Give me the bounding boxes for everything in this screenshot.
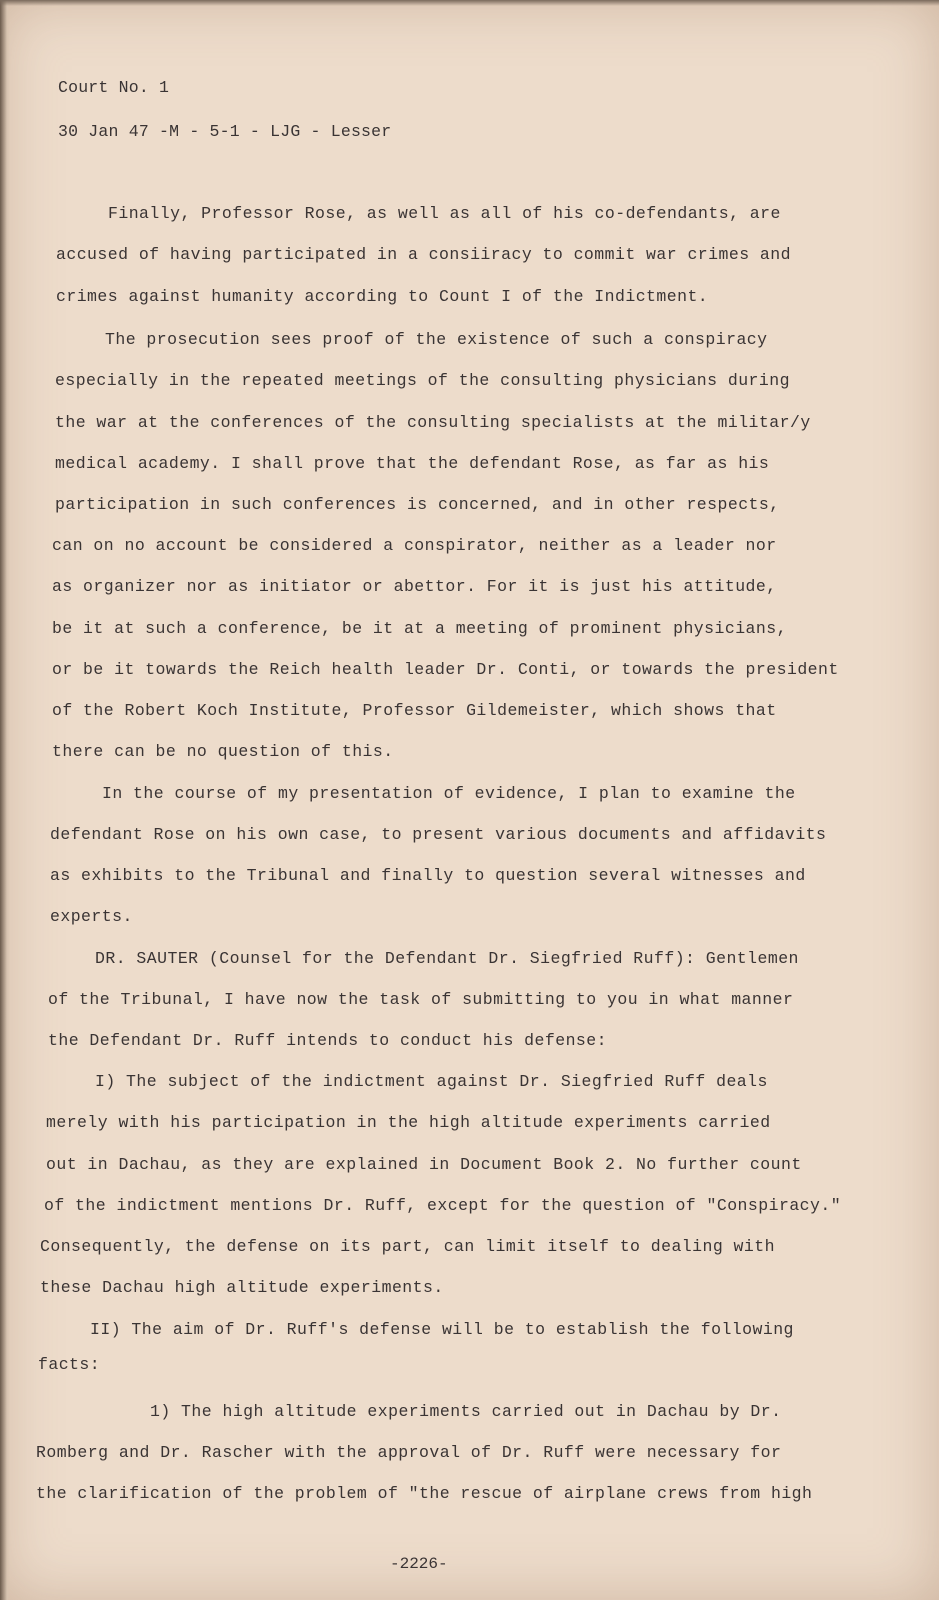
text-line: as organizer nor as initiator or abettor. For it is just his attitude, <box>52 577 777 596</box>
page-number: -2226- <box>390 1555 448 1573</box>
text-line: these Dachau high altitude experiments. <box>40 1278 444 1297</box>
text-line: The prosecution sees proof of the existence of such a conspiracy <box>105 330 768 349</box>
text-line: Finally, Professor Rose, as well as all of his co-defendants, are <box>108 204 781 223</box>
text-line: Romberg and Dr. Rascher with the approval of Dr. Ruff were necessary for <box>36 1443 782 1462</box>
text-line: accused of having participated in a consiiracy to commit war crimes and <box>56 245 791 264</box>
text-line: defendant Rose on his own case, to present various documents and affidavits <box>50 825 827 844</box>
text-line: the war at the conferences of the consulting specialists at the militar/y <box>55 413 811 432</box>
text-line: as exhibits to the Tribunal and finally to question several witnesses and <box>50 866 806 885</box>
text-line: out in Dachau, as they are explained in Document Book 2. No further count <box>46 1155 802 1174</box>
text-line: of the indictment mentions Dr. Ruff, except for the question of "Conspiracy." <box>44 1196 842 1215</box>
text-line: especially in the repeated meetings of the consulting physicians during <box>55 371 790 390</box>
text-line: DR. SAUTER (Counsel for the Defendant Dr. Siegfried Ruff): Gentlemen <box>95 949 799 968</box>
text-line: Consequently, the defense on its part, can limit itself to dealing with <box>40 1237 775 1256</box>
text-line: there can be no question of this. <box>52 742 394 761</box>
text-line: be it at such a conference, be it at a meeting of prominent physicians, <box>52 619 787 638</box>
text-line: crimes against humanity according to Count I of the Indictment. <box>56 287 709 306</box>
text-line: can on no account be considered a conspirator, neither as a leader nor <box>52 536 777 555</box>
court-number: Court No. 1 <box>58 78 170 97</box>
text-line: medical academy. I shall prove that the defendant Rose, as far as his <box>55 454 770 473</box>
text-line: In the course of my presentation of evidence, I plan to examine the <box>102 784 796 803</box>
text-line: the Defendant Dr. Ruff intends to conduct his defense: <box>48 1031 607 1050</box>
text-line: or be it towards the Reich health leader Dr. Conti, or towards the president <box>52 660 839 679</box>
session-reference: 30 Jan 47 -M - 5-1 - LJG - Lesser <box>58 122 392 141</box>
text-line: the clarification of the problem of "the rescue of airplane crews from high <box>36 1484 813 1503</box>
text-line: II) The aim of Dr. Ruff's defense will be to establish the following <box>90 1320 794 1339</box>
text-line: of the Tribunal, I have now the task of submitting to you in what manner <box>48 990 794 1009</box>
page-top-shadow <box>0 0 939 6</box>
text-line: facts: <box>38 1355 101 1374</box>
text-line: 1) The high altitude experiments carried out in Dachau by Dr. <box>150 1402 782 1421</box>
text-line: merely with his participation in the high altitude experiments carried <box>46 1113 771 1132</box>
text-line: of the Robert Koch Institute, Professor Gildemeister, which shows that <box>52 701 777 720</box>
text-line: experts. <box>50 907 133 926</box>
text-line: participation in such conferences is concerned, and in other respects, <box>55 495 780 514</box>
text-line: I) The subject of the indictment against Dr. Siegfried Ruff deals <box>95 1072 768 1091</box>
page-edge-shadow <box>0 0 10 1600</box>
